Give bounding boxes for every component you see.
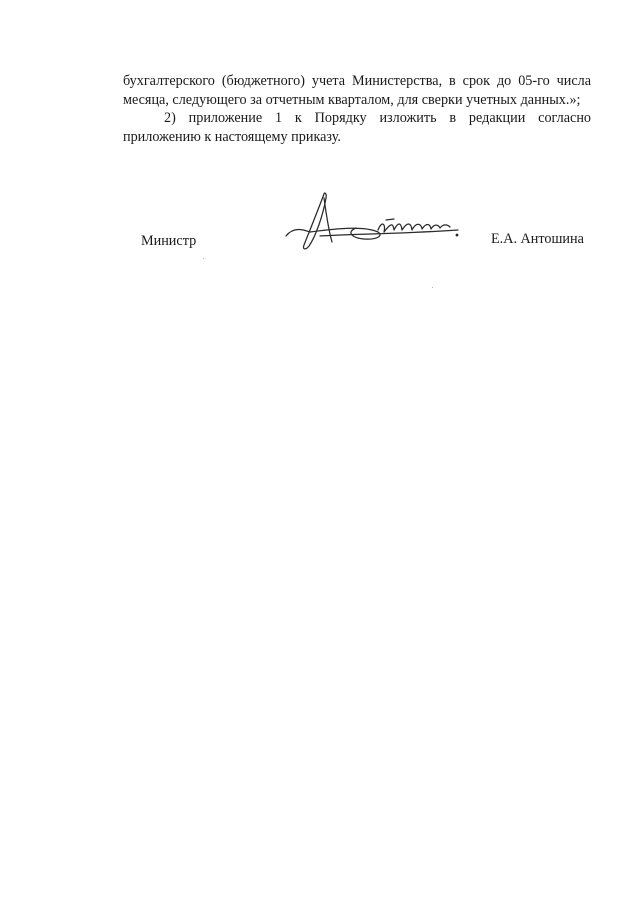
signature-stroke [320, 230, 458, 236]
scan-artifact [432, 287, 433, 288]
scan-artifact [203, 258, 204, 259]
signature-stroke [303, 193, 326, 249]
signature-stroke [386, 219, 394, 220]
signatory-name: Е.А. Антошина [491, 231, 584, 247]
signature-stroke [286, 230, 310, 237]
signatory-title: Министр [141, 233, 197, 249]
signature-dot [456, 234, 458, 236]
signature-block [0, 224, 640, 264]
document-body [123, 72, 591, 146]
handwritten-signature-icon [280, 190, 465, 265]
paragraph-continuation: бухгалтерского (бюджетного) учета Министерства, в срок до 05-го числа месяца, следующего за отчетным кварталом, для сверки учетных данных.»; [123, 73, 591, 108]
paragraph-item-2: 2) приложение 1 к Порядку изложить в редакции согласно приложению к настоящему приказу. [123, 110, 591, 145]
